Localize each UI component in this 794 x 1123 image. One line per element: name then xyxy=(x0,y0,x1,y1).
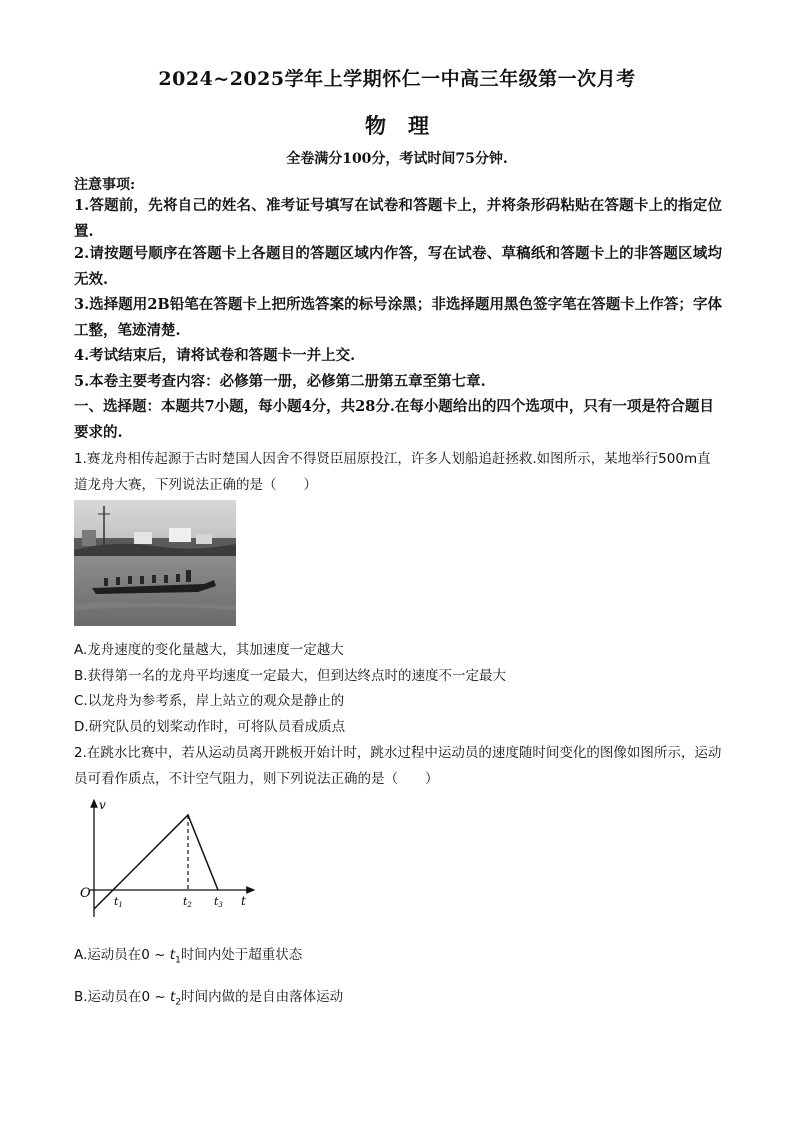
note-item: 3.选择题用2B铅笔在答题卡上把所选答案的标号涂黑；非选择题用黑色签字笔在答题卡上作答；字体工整，笔迹清楚. xyxy=(74,296,722,339)
note-item: 1.答题前，先将自己的姓名、准考证号填写在试卷和答题卡上，并将条形码粘贴在答题卡上的指定位置. xyxy=(74,197,722,240)
velocity-time-graph xyxy=(74,795,259,920)
t3-label: t3 xyxy=(214,895,223,909)
velocity-line xyxy=(94,815,218,909)
option-text: A.运动员在0 ~ xyxy=(74,947,170,963)
option-subscript: 2 xyxy=(175,997,182,1008)
dragon-boat-photo xyxy=(74,500,236,626)
origin-label: O xyxy=(80,886,91,901)
v-axis-label: v xyxy=(99,798,106,812)
notes-heading: 注意事项: xyxy=(74,177,136,193)
exam-info: 全卷满分100分，考试时间75分钟. xyxy=(286,151,508,167)
option-text: B.运动员在0 ~ xyxy=(74,989,171,1005)
option-a xyxy=(74,945,302,971)
question-stem: 2.在跳水比赛中，若从运动员离开跳板开始计时，跳水过程中运动员的速度随时间变化的图像如图所示，运动员可看作质点，不计空气阻力，则下列说法正确的是（ ） xyxy=(74,745,722,787)
subject-title: 物理 xyxy=(365,113,451,138)
option-a: A.龙舟速度的变化量越大，其加速度一定越大 xyxy=(74,642,344,658)
note-item: 5.本卷主要考查内容：必修第一册，必修第二册第五章至第七章. xyxy=(74,373,486,390)
note-item: 2.请按题号顺序在答题卡上各题目的答题区域内作答，写在试卷、草稿纸和答题卡上的非答题区域均无效. xyxy=(74,245,722,288)
question-stem: 1.赛龙舟相传起源于古时楚国人因舍不得贤臣屈原投江，许多人划船追赶拯救.如图所示，某地举行500m直道龙舟大赛，下列说法正确的是（ ） xyxy=(74,451,711,493)
t1-label: t1 xyxy=(114,895,123,909)
t-axis-label: t xyxy=(241,894,246,908)
note-item: 4.考试结束后，请将试卷和答题卡一并上交. xyxy=(74,347,356,364)
t2-label: t2 xyxy=(183,895,192,909)
option-text: 时间内做的是自由落体运动 xyxy=(181,989,344,1005)
option-b xyxy=(74,987,343,1013)
section-heading: 一、选择题：本题共7小题，每小题4分，共28分.在每小题给出的四个选项中，只有一项是符合题目要求的. xyxy=(74,398,714,441)
option-c: C.以龙舟为参考系，岸上站立的观众是静止的 xyxy=(74,693,345,709)
dragon-boat-photo-icon xyxy=(74,500,236,626)
option-text: 时间内处于超重状态 xyxy=(180,947,303,963)
option-d: D.研究队员的划桨动作时，可将队员看成质点 xyxy=(74,719,346,735)
exam-title: 2024~2025学年上学期怀仁一中高三年级第一次月考 xyxy=(158,68,636,90)
option-b: B.获得第一名的龙舟平均速度一定最大，但到达终点时的速度不一定最大 xyxy=(74,668,507,684)
option-subscript: 1 xyxy=(175,955,181,966)
option-var: t xyxy=(169,947,176,963)
option-var: t xyxy=(170,989,176,1005)
